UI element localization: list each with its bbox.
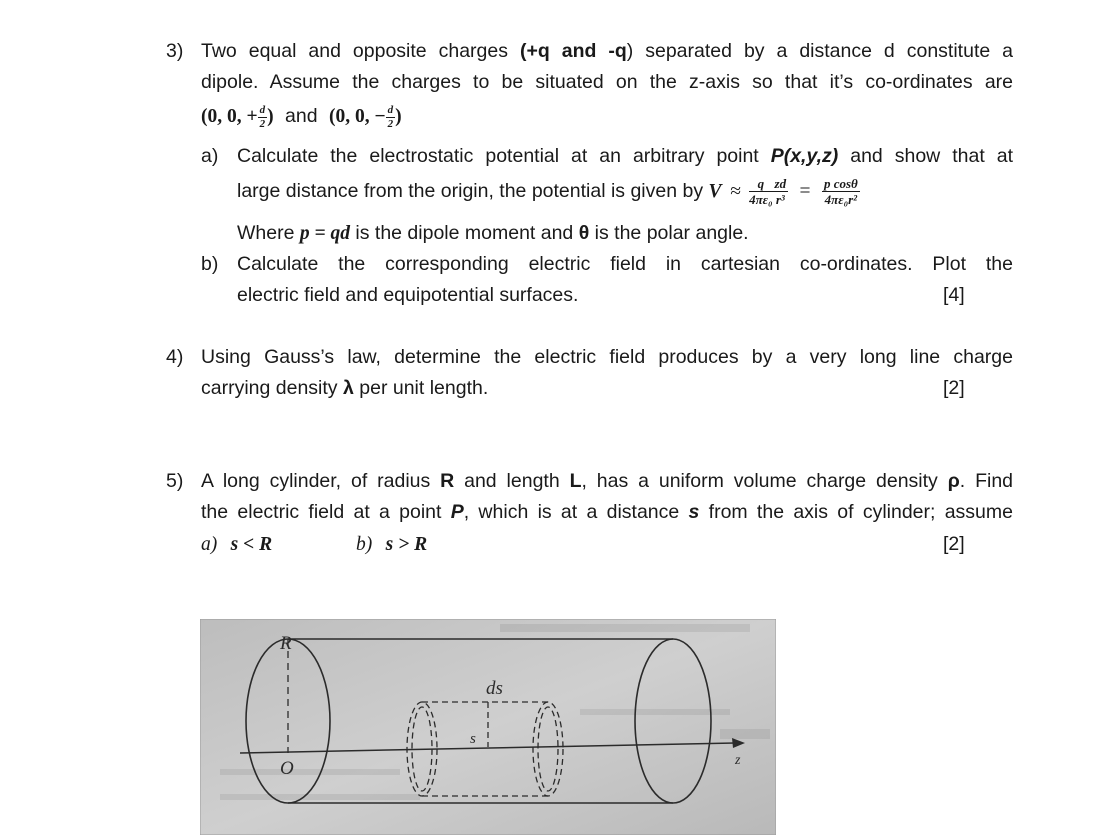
question-5-line-1: A long cylinder, of radius R and length L, has a uniform volume charge density ρ. Find bbox=[201, 470, 1014, 492]
point-p-5: P bbox=[450, 501, 464, 523]
question-4-line-1: Using Gauss’s law, determine the electric field produces by a very long line charge bbox=[201, 346, 1013, 368]
part-b-line-1: Calculate the corresponding electric field in cartesian co-ordinates. Plot the bbox=[237, 253, 1013, 275]
label-R: R bbox=[280, 633, 292, 654]
option-a-label: a) bbox=[201, 534, 218, 555]
option-b: s > R bbox=[385, 534, 428, 555]
theta-symbol: θ bbox=[578, 222, 590, 244]
part-a-line-2: large distance from the origin, the potential is given by V ≈ $\frac{q}{\text{4πε₀}}$ $\frac{zd}{\text{r³}}$ = $\frac{\text{p cosθ}}{\text{4πε₀r²}}$ bbox=[237, 176, 858, 208]
question-3-coordinates bbox=[201, 101, 402, 132]
question-4-number: 4) bbox=[166, 346, 184, 368]
question-3-marks: [4] bbox=[943, 284, 965, 306]
question-3-line-1: Two equal and opposite charges (+q and -q) separated by a distance d constitute a bbox=[201, 40, 1014, 62]
label-s: s bbox=[470, 731, 476, 747]
cylinder-figure bbox=[200, 619, 776, 835]
lambda-symbol: λ bbox=[342, 377, 354, 399]
question-5-options bbox=[201, 529, 272, 560]
coordinate-negative: (0, 0, − $\frac{d}{2}$ ) bbox=[329, 104, 402, 131]
question-3-number: 3) bbox=[166, 40, 184, 62]
length-symbol: L bbox=[569, 470, 582, 492]
charges-bold: (+q and -q bbox=[519, 40, 627, 62]
question-3-line-2: dipole. Assume the charges to be situated on the z-axis so that it’s co-ordinates are bbox=[201, 71, 1013, 93]
question-4-line-2: carrying density λ per unit length. bbox=[201, 377, 489, 399]
question-5-number: 5) bbox=[166, 470, 184, 492]
coordinate-positive: (0, 0, + $\frac{d}{2}$ ) bbox=[201, 104, 274, 131]
question-5-line-2: the electric field at a point P, which is at a distance s from the axis of cylinder; assume bbox=[201, 501, 1013, 523]
point-p: P(x,y,z) bbox=[770, 145, 839, 167]
part-b-label: b) bbox=[201, 253, 219, 275]
fraction-pcos: $\frac{\text{p cosθ}}{\text{4πε₀r²}}$ bbox=[823, 176, 858, 208]
part-a-where-line: Where p = qd is the dipole moment and θ is the polar angle. bbox=[237, 222, 749, 244]
part-a-line-1: Calculate the electrostatic potential at an arbitrary point P(x,y,z) and show that at bbox=[237, 145, 1013, 167]
potential-symbol: V bbox=[708, 181, 722, 202]
dipole-moment-eq: p = qd bbox=[299, 223, 350, 244]
rho-symbol: ρ bbox=[947, 470, 960, 492]
label-z: z bbox=[735, 753, 741, 768]
label-O: O bbox=[280, 758, 294, 779]
distance-s: s bbox=[688, 501, 700, 523]
radius-symbol: R bbox=[440, 470, 455, 492]
question-5-marks: [2] bbox=[943, 533, 965, 555]
fraction-q: $\frac{q}{\text{4πε₀}}$ bbox=[749, 176, 773, 208]
part-b-line-2: electric field and equipotential surfaces. bbox=[237, 284, 579, 306]
and-word: and bbox=[285, 105, 318, 127]
question-5-option-b bbox=[356, 529, 427, 560]
label-ds: ds bbox=[486, 678, 503, 699]
question-4-marks: [2] bbox=[943, 377, 965, 399]
option-a: s < R bbox=[230, 534, 273, 555]
fraction-zd: $\frac{zd}{\text{r³}}$ bbox=[774, 176, 787, 208]
option-b-label: b) bbox=[356, 534, 373, 555]
part-a-label: a) bbox=[201, 145, 219, 167]
